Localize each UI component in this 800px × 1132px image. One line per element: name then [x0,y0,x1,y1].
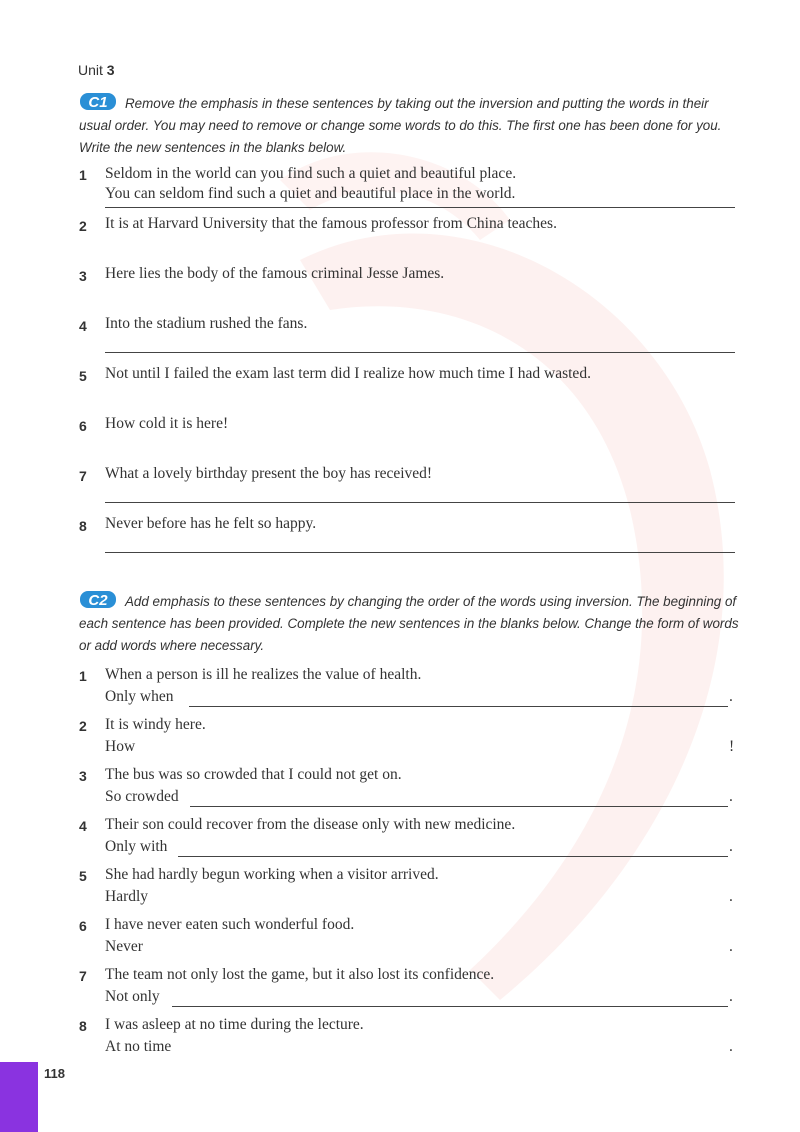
item-number: 2 [79,718,87,734]
item-sentence: She had hardly begun working when a visitor arrived. [105,866,439,883]
item-prompt: At no time [105,1038,172,1055]
answer-line[interactable] [105,502,735,503]
item-prompt: Not only [105,988,160,1005]
item-end-mark: . [729,988,733,1005]
unit-label: Unit [78,62,103,78]
c1-instructions [79,92,739,159]
unit-heading [78,62,115,78]
item-sentence: Into the stadium rushed the fans. [105,315,308,332]
item-end-mark: . [729,788,733,805]
answer-text: You can seldom find such a quiet and beautiful place in the world. [105,185,516,202]
item-sentence: When a person is ill he realizes the value of health. [105,666,422,683]
answer-line[interactable] [189,706,728,707]
item-end-mark: . [729,1038,733,1055]
item-number: 3 [79,268,87,284]
item-number: 8 [79,518,87,534]
item-number: 8 [79,1018,87,1034]
item-end-mark: ! [729,738,735,755]
item-sentence: I have never eaten such wonderful food. [105,916,355,933]
c2-instructions [79,590,739,657]
item-end-mark: . [729,888,733,905]
item-number: 7 [79,968,87,984]
item-end-mark: . [729,838,733,855]
item-sentence: Their son could recover from the disease only with new medicine. [105,816,516,833]
item-sentence: It is at Harvard University that the famous professor from China teaches. [105,215,557,232]
item-number: 1 [79,167,87,183]
item-number: 4 [79,818,87,834]
answer-line[interactable] [190,806,728,807]
answer-line[interactable] [105,552,735,553]
c1-badge-label: C1 [88,94,108,111]
answer-line[interactable] [105,352,735,353]
item-number: 2 [79,218,87,234]
item-sentence: Never before has he felt so happy. [105,515,317,532]
item-prompt: How [105,738,136,755]
item-number: 5 [79,368,87,384]
answer-line[interactable] [105,185,735,208]
item-sentence: Here lies the body of the famous criminal Jesse James. [105,265,445,282]
item-prompt: Only when [105,688,174,705]
item-number: 3 [79,768,87,784]
item-number: 7 [79,468,87,484]
answer-line[interactable] [172,1006,728,1007]
item-sentence: How cold it is here! [105,415,229,432]
item-sentence: What a lovely birthday present the boy has received! [105,465,433,482]
item-end-mark: . [729,688,733,705]
item-sentence: I was asleep at no time during the lecture. [105,1016,364,1033]
c1-instructions-text: Remove the emphasis in these sentences by taking out the inversion and putting the words in their usual order. You may need to remove or change some words to do this. The first one has been done for you. Write the new sentences in the blanks below. [79,96,722,155]
item-number: 5 [79,868,87,884]
item-sentence: The bus was so crowded that I could not get on. [105,766,402,783]
item-sentence: It is windy here. [105,716,206,733]
page-number: 118 [44,1066,65,1081]
c1-badge [79,92,117,111]
item-number: 1 [79,668,87,684]
item-sentence: Not until I failed the exam last term did I realize how much time I had wasted. [105,365,591,382]
c2-instructions-text: Add emphasis to these sentences by changing the order of the words using inversion. The beginning of each sentence has been provided. Complete the new sentences in the blanks below. Change the form of words or add words where necessary. [79,594,739,653]
item-number: 6 [79,418,87,434]
page-tab [0,1062,38,1132]
item-prompt: Only with [105,838,168,855]
item-sentence: The team not only lost the game, but it also lost its confidence. [105,966,495,983]
item-number: 4 [79,318,87,334]
c2-badge-label: C2 [88,592,108,609]
c2-badge [79,590,117,609]
item-end-mark: . [729,938,733,955]
item-number: 6 [79,918,87,934]
item-prompt: Hardly [105,888,149,905]
item-prompt: Never [105,938,143,955]
answer-line[interactable] [178,856,728,857]
item-prompt: So crowded [105,788,179,805]
item-sentence: Seldom in the world can you find such a quiet and beautiful place. [105,165,517,182]
unit-number: 3 [106,62,115,78]
